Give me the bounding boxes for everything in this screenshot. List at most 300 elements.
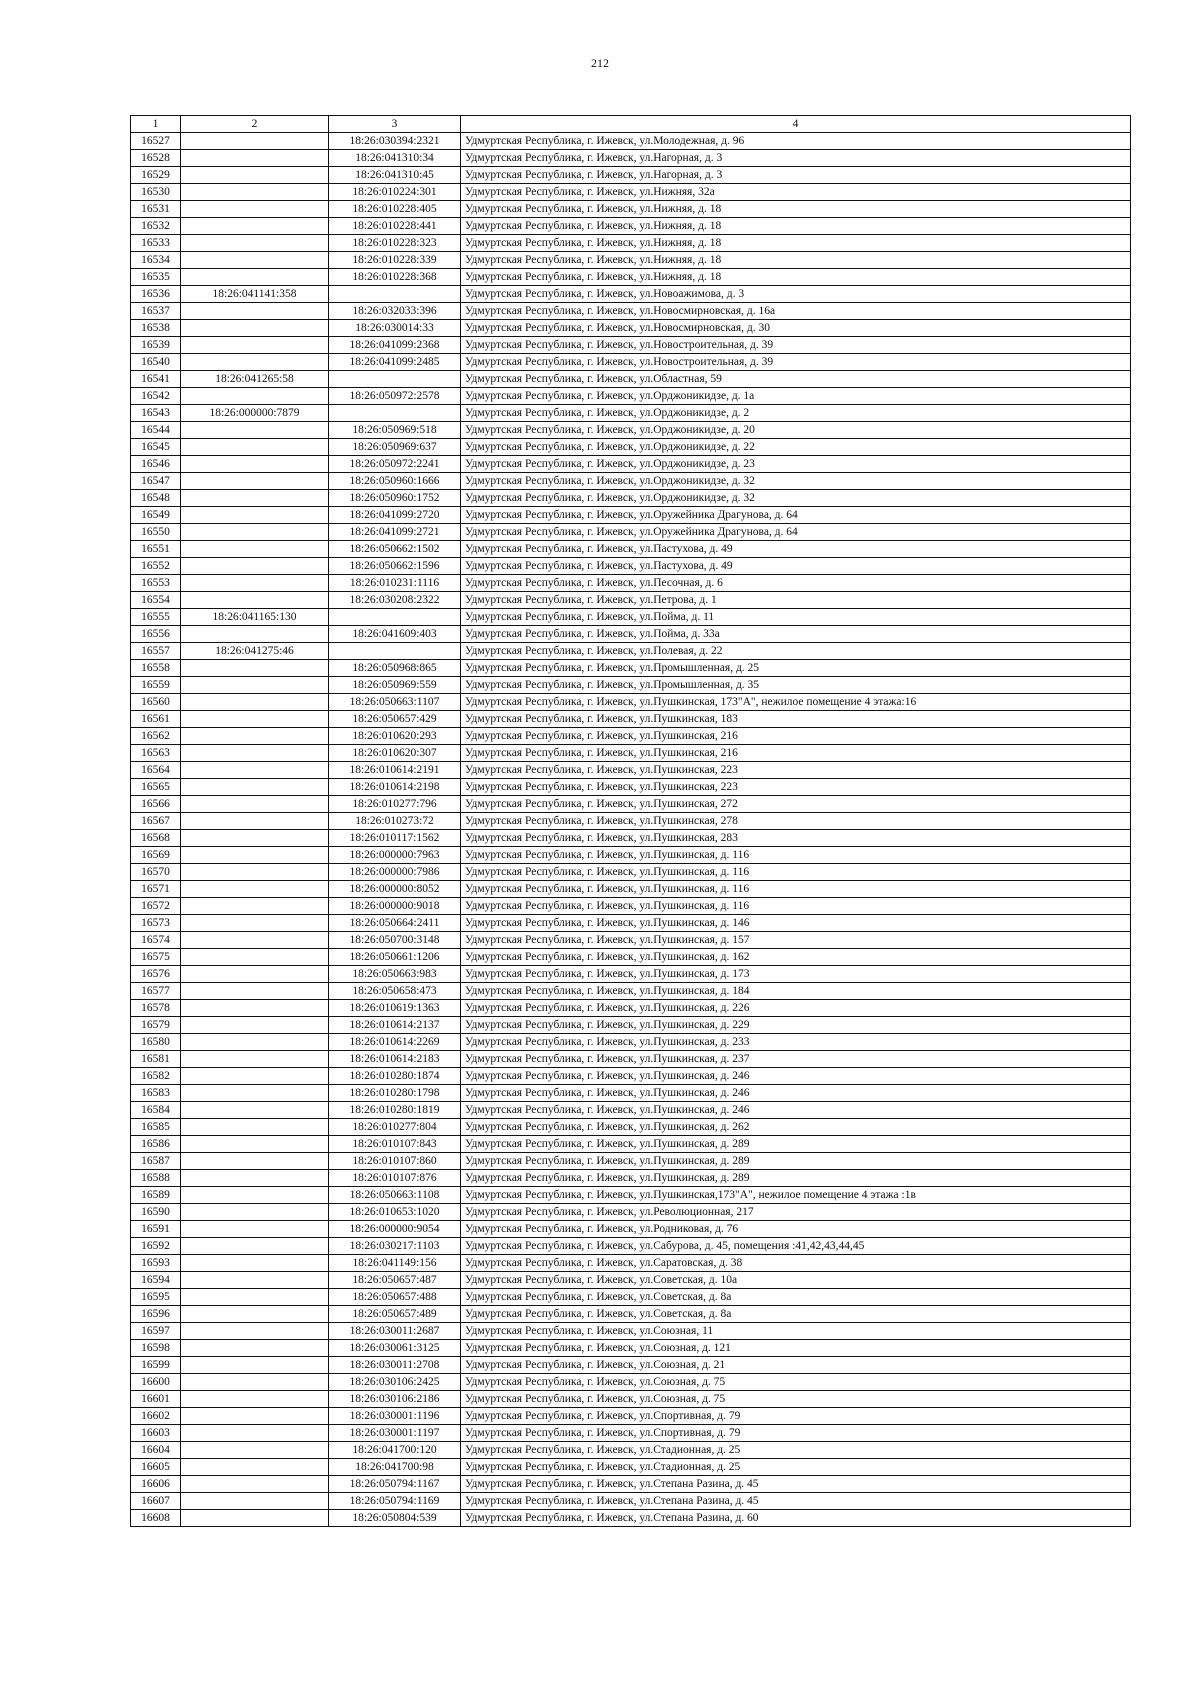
object-cadastral-number-cell: 18:26:050794:1169 — [329, 1493, 461, 1510]
row-number-cell: 16529 — [131, 167, 181, 184]
land-cadastral-number-cell — [181, 150, 329, 167]
land-cadastral-number-cell — [181, 184, 329, 201]
object-cadastral-number-cell: 18:26:010619:1363 — [329, 1000, 461, 1017]
table-row — [131, 1340, 1131, 1357]
row-number-cell: 16540 — [131, 354, 181, 371]
land-cadastral-number-cell — [181, 524, 329, 541]
land-cadastral-number-cell: 18:26:041275:46 — [181, 643, 329, 660]
object-cadastral-number-cell: 18:26:010620:307 — [329, 745, 461, 762]
land-cadastral-number-cell — [181, 507, 329, 524]
object-cadastral-number-cell: 18:26:050969:637 — [329, 439, 461, 456]
table-row — [131, 1493, 1131, 1510]
table-row — [131, 354, 1131, 371]
object-cadastral-number-cell: 18:26:030106:2425 — [329, 1374, 461, 1391]
registry-body — [131, 133, 1131, 1527]
column-header-1: 1 — [131, 116, 181, 133]
table-row — [131, 1510, 1131, 1527]
row-number-cell: 16562 — [131, 728, 181, 745]
address-cell: Удмуртская Республика, г. Ижевск, ул.Пушкинская, 216 — [461, 728, 1131, 745]
object-cadastral-number-cell: 18:26:030001:1197 — [329, 1425, 461, 1442]
object-cadastral-number-cell: 18:26:000000:8052 — [329, 881, 461, 898]
table-row — [131, 558, 1131, 575]
address-cell: Удмуртская Республика, г. Ижевск, ул.Пушкинская, д. 246 — [461, 1085, 1131, 1102]
row-number-cell: 16547 — [131, 473, 181, 490]
land-cadastral-number-cell — [181, 1204, 329, 1221]
object-cadastral-number-cell: 18:26:010614:2137 — [329, 1017, 461, 1034]
land-cadastral-number-cell — [181, 337, 329, 354]
row-number-cell: 16542 — [131, 388, 181, 405]
registry-table — [130, 115, 1131, 1527]
table-row — [131, 541, 1131, 558]
column-header-4: 4 — [461, 116, 1131, 133]
row-number-cell: 16578 — [131, 1000, 181, 1017]
address-cell: Удмуртская Республика, г. Ижевск, ул.Орджоникидзе, д. 1а — [461, 388, 1131, 405]
table-row — [131, 830, 1131, 847]
table-row — [131, 1408, 1131, 1425]
land-cadastral-number-cell — [181, 1068, 329, 1085]
row-number-cell: 16528 — [131, 150, 181, 167]
table-row — [131, 1306, 1131, 1323]
table-row — [131, 1068, 1131, 1085]
column-header-2: 2 — [181, 116, 329, 133]
land-cadastral-number-cell — [181, 1323, 329, 1340]
land-cadastral-number-cell — [181, 592, 329, 609]
row-number-cell: 16530 — [131, 184, 181, 201]
table-row — [131, 762, 1131, 779]
row-number-cell: 16571 — [131, 881, 181, 898]
object-cadastral-number-cell: 18:26:050661:1206 — [329, 949, 461, 966]
table-row — [131, 1323, 1131, 1340]
address-cell: Удмуртская Республика, г. Ижевск, ул.Новосмирновская, д. 30 — [461, 320, 1131, 337]
address-cell: Удмуртская Республика, г. Ижевск, ул.Союзная, д. 121 — [461, 1340, 1131, 1357]
address-cell: Удмуртская Республика, г. Ижевск, ул.Пушкинская, д. 116 — [461, 881, 1131, 898]
row-number-cell: 16596 — [131, 1306, 181, 1323]
object-cadastral-number-cell: 18:26:050968:865 — [329, 660, 461, 677]
table-row — [131, 898, 1131, 915]
land-cadastral-number-cell — [181, 796, 329, 813]
object-cadastral-number-cell: 18:26:032033:396 — [329, 303, 461, 320]
address-cell: Удмуртская Республика, г. Ижевск, ул.Сабурова, д. 45, помещения :41,42,43,44,45 — [461, 1238, 1131, 1255]
land-cadastral-number-cell — [181, 983, 329, 1000]
row-number-cell: 16582 — [131, 1068, 181, 1085]
table-row — [131, 1017, 1131, 1034]
row-number-cell: 16573 — [131, 915, 181, 932]
address-cell: Удмуртская Республика, г. Ижевск, ул.Орджоникидзе, д. 22 — [461, 439, 1131, 456]
row-number-cell: 16560 — [131, 694, 181, 711]
object-cadastral-number-cell: 18:26:010117:1562 — [329, 830, 461, 847]
table-row — [131, 966, 1131, 983]
land-cadastral-number-cell — [181, 473, 329, 490]
row-number-cell: 16572 — [131, 898, 181, 915]
table-row — [131, 728, 1131, 745]
land-cadastral-number-cell — [181, 320, 329, 337]
row-number-cell: 16552 — [131, 558, 181, 575]
table-row — [131, 1272, 1131, 1289]
object-cadastral-number-cell: 18:26:010107:843 — [329, 1136, 461, 1153]
address-cell: Удмуртская Республика, г. Ижевск, ул.Советская, д. 10а — [461, 1272, 1131, 1289]
object-cadastral-number-cell: 18:26:050969:559 — [329, 677, 461, 694]
address-cell: Удмуртская Республика, г. Ижевск, ул.Петрова, д. 1 — [461, 592, 1131, 609]
land-cadastral-number-cell — [181, 269, 329, 286]
address-cell: Удмуртская Республика, г. Ижевск, ул.Пушкинская, д. 116 — [461, 864, 1131, 881]
object-cadastral-number-cell: 18:26:030208:2322 — [329, 592, 461, 609]
row-number-cell: 16586 — [131, 1136, 181, 1153]
address-cell: Удмуртская Республика, г. Ижевск, ул.Советская, д. 8а — [461, 1289, 1131, 1306]
table-row — [131, 439, 1131, 456]
address-cell: Удмуртская Республика, г. Ижевск, ул.Нижняя, д. 18 — [461, 235, 1131, 252]
table-row — [131, 813, 1131, 830]
address-cell: Удмуртская Республика, г. Ижевск, ул.Пушкинская, д. 289 — [461, 1136, 1131, 1153]
object-cadastral-number-cell: 18:26:041700:120 — [329, 1442, 461, 1459]
table-row — [131, 184, 1131, 201]
object-cadastral-number-cell: 18:26:010280:1798 — [329, 1085, 461, 1102]
row-number-cell: 16581 — [131, 1051, 181, 1068]
object-cadastral-number-cell: 18:26:050663:1107 — [329, 694, 461, 711]
address-cell: Удмуртская Республика, г. Ижевск, ул.Полевая, д. 22 — [461, 643, 1131, 660]
land-cadastral-number-cell — [181, 1357, 329, 1374]
row-number-cell: 16527 — [131, 133, 181, 150]
land-cadastral-number-cell — [181, 1170, 329, 1187]
row-number-cell: 16594 — [131, 1272, 181, 1289]
object-cadastral-number-cell: 18:26:010280:1819 — [329, 1102, 461, 1119]
address-cell: Удмуртская Республика, г. Ижевск, ул.Пушкинская, д. 157 — [461, 932, 1131, 949]
land-cadastral-number-cell — [181, 1187, 329, 1204]
row-number-cell: 16566 — [131, 796, 181, 813]
row-number-cell: 16590 — [131, 1204, 181, 1221]
table-row — [131, 949, 1131, 966]
address-cell: Удмуртская Республика, г. Ижевск, ул.Нижняя, д. 18 — [461, 201, 1131, 218]
address-cell: Удмуртская Республика, г. Ижевск, ул.Нижняя, 32а — [461, 184, 1131, 201]
object-cadastral-number-cell: 18:26:041700:98 — [329, 1459, 461, 1476]
table-row — [131, 1238, 1131, 1255]
table-row — [131, 235, 1131, 252]
row-number-cell: 16568 — [131, 830, 181, 847]
address-cell: Удмуртская Республика, г. Ижевск, ул.Пушкинская, 173"А", нежилое помещение 4 этажа:16 — [461, 694, 1131, 711]
land-cadastral-number-cell — [181, 1289, 329, 1306]
land-cadastral-number-cell — [181, 1238, 329, 1255]
table-row — [131, 1102, 1131, 1119]
land-cadastral-number-cell — [181, 626, 329, 643]
land-cadastral-number-cell — [181, 235, 329, 252]
object-cadastral-number-cell — [329, 371, 461, 388]
row-number-cell: 16606 — [131, 1476, 181, 1493]
table-row — [131, 1425, 1131, 1442]
row-number-cell: 16556 — [131, 626, 181, 643]
land-cadastral-number-cell — [181, 201, 329, 218]
row-number-cell: 16607 — [131, 1493, 181, 1510]
object-cadastral-number-cell: 18:26:041149:156 — [329, 1255, 461, 1272]
row-number-cell: 16537 — [131, 303, 181, 320]
land-cadastral-number-cell — [181, 1085, 329, 1102]
object-cadastral-number-cell: 18:26:030011:2708 — [329, 1357, 461, 1374]
object-cadastral-number-cell: 18:26:050972:2578 — [329, 388, 461, 405]
row-number-cell: 16569 — [131, 847, 181, 864]
address-cell: Удмуртская Республика, г. Ижевск, ул.Степана Разина, д. 45 — [461, 1493, 1131, 1510]
table-row — [131, 660, 1131, 677]
row-number-cell: 16576 — [131, 966, 181, 983]
land-cadastral-number-cell — [181, 1459, 329, 1476]
object-cadastral-number-cell: 18:26:030106:2186 — [329, 1391, 461, 1408]
row-number-cell: 16551 — [131, 541, 181, 558]
object-cadastral-number-cell: 18:26:030001:1196 — [329, 1408, 461, 1425]
table-row — [131, 932, 1131, 949]
land-cadastral-number-cell — [181, 1510, 329, 1527]
land-cadastral-number-cell — [181, 1408, 329, 1425]
table-row — [131, 779, 1131, 796]
object-cadastral-number-cell: 18:26:010614:2183 — [329, 1051, 461, 1068]
row-number-cell: 16534 — [131, 252, 181, 269]
table-row — [131, 473, 1131, 490]
table-row — [131, 1153, 1131, 1170]
land-cadastral-number-cell — [181, 1017, 329, 1034]
row-number-cell: 16601 — [131, 1391, 181, 1408]
table-row — [131, 337, 1131, 354]
land-cadastral-number-cell — [181, 439, 329, 456]
object-cadastral-number-cell: 18:26:010228:441 — [329, 218, 461, 235]
land-cadastral-number-cell — [181, 1051, 329, 1068]
row-number-cell: 16545 — [131, 439, 181, 456]
address-cell: Удмуртская Республика, г. Ижевск, ул.Промышленная, д. 35 — [461, 677, 1131, 694]
address-cell: Удмуртская Республика, г. Ижевск, ул.Пушкинская,173"А", нежилое помещение 4 этажа :1в — [461, 1187, 1131, 1204]
address-cell: Удмуртская Республика, г. Ижевск, ул.Пушкинская, д. 184 — [461, 983, 1131, 1000]
address-cell: Удмуртская Республика, г. Ижевск, ул.Пушкинская, д. 246 — [461, 1102, 1131, 1119]
address-cell: Удмуртская Республика, г. Ижевск, ул.Пушкинская, 272 — [461, 796, 1131, 813]
row-number-cell: 16592 — [131, 1238, 181, 1255]
row-number-cell: 16577 — [131, 983, 181, 1000]
object-cadastral-number-cell: 18:26:050804:539 — [329, 1510, 461, 1527]
land-cadastral-number-cell — [181, 915, 329, 932]
table-row — [131, 592, 1131, 609]
address-cell: Удмуртская Республика, г. Ижевск, ул.Новостроительная, д. 39 — [461, 354, 1131, 371]
land-cadastral-number-cell — [181, 575, 329, 592]
table-row — [131, 303, 1131, 320]
table-row — [131, 575, 1131, 592]
land-cadastral-number-cell — [181, 133, 329, 150]
object-cadastral-number-cell: 18:26:050658:473 — [329, 983, 461, 1000]
address-cell: Удмуртская Республика, г. Ижевск, ул.Степана Разина, д. 45 — [461, 1476, 1131, 1493]
row-number-cell: 16536 — [131, 286, 181, 303]
table-row — [131, 1221, 1131, 1238]
row-number-cell: 16603 — [131, 1425, 181, 1442]
object-cadastral-number-cell: 18:26:050657:487 — [329, 1272, 461, 1289]
object-cadastral-number-cell: 18:26:050657:488 — [329, 1289, 461, 1306]
row-number-cell: 16559 — [131, 677, 181, 694]
row-number-cell: 16546 — [131, 456, 181, 473]
table-row — [131, 1170, 1131, 1187]
land-cadastral-number-cell — [181, 694, 329, 711]
object-cadastral-number-cell: 18:26:000000:7963 — [329, 847, 461, 864]
table-row — [131, 864, 1131, 881]
address-cell: Удмуртская Республика, г. Ижевск, ул.Спортивная, д. 79 — [461, 1425, 1131, 1442]
table-row — [131, 286, 1131, 303]
object-cadastral-number-cell: 18:26:010280:1874 — [329, 1068, 461, 1085]
address-cell: Удмуртская Республика, г. Ижевск, ул.Нижняя, д. 18 — [461, 252, 1131, 269]
land-cadastral-number-cell — [181, 1374, 329, 1391]
object-cadastral-number-cell: 18:26:041310:45 — [329, 167, 461, 184]
address-cell: Удмуртская Республика, г. Ижевск, ул.Пушкинская, 223 — [461, 762, 1131, 779]
object-cadastral-number-cell: 18:26:000000:9018 — [329, 898, 461, 915]
row-number-cell: 16595 — [131, 1289, 181, 1306]
address-cell: Удмуртская Республика, г. Ижевск, ул.Нагорная, д. 3 — [461, 167, 1131, 184]
land-cadastral-number-cell — [181, 1425, 329, 1442]
land-cadastral-number-cell — [181, 456, 329, 473]
row-number-cell: 16598 — [131, 1340, 181, 1357]
object-cadastral-number-cell: 18:26:010228:323 — [329, 235, 461, 252]
table-row — [131, 1357, 1131, 1374]
table-row — [131, 507, 1131, 524]
land-cadastral-number-cell — [181, 1272, 329, 1289]
land-cadastral-number-cell: 18:26:041141:358 — [181, 286, 329, 303]
row-number-cell: 16544 — [131, 422, 181, 439]
address-cell: Удмуртская Республика, г. Ижевск, ул.Пастухова, д. 49 — [461, 558, 1131, 575]
table-row — [131, 201, 1131, 218]
land-cadastral-number-cell — [181, 1221, 329, 1238]
land-cadastral-number-cell — [181, 1306, 329, 1323]
table-row — [131, 133, 1131, 150]
address-cell: Удмуртская Республика, г. Ижевск, ул.Пушкинская, д. 262 — [461, 1119, 1131, 1136]
address-cell: Удмуртская Республика, г. Ижевск, ул.Нагорная, д. 3 — [461, 150, 1131, 167]
row-number-cell: 16549 — [131, 507, 181, 524]
object-cadastral-number-cell: 18:26:050662:1596 — [329, 558, 461, 575]
row-number-cell: 16584 — [131, 1102, 181, 1119]
table-row — [131, 1255, 1131, 1272]
header-row — [131, 116, 1131, 133]
address-cell: Удмуртская Республика, г. Ижевск, ул.Пушкинская, 183 — [461, 711, 1131, 728]
table-row — [131, 1187, 1131, 1204]
address-cell: Удмуртская Республика, г. Ижевск, ул.Революционная, 217 — [461, 1204, 1131, 1221]
row-number-cell: 16599 — [131, 1357, 181, 1374]
object-cadastral-number-cell: 18:26:050969:518 — [329, 422, 461, 439]
object-cadastral-number-cell: 18:26:010231:1116 — [329, 575, 461, 592]
address-cell: Удмуртская Республика, г. Ижевск, ул.Степана Разина, д. 60 — [461, 1510, 1131, 1527]
row-number-cell: 16579 — [131, 1017, 181, 1034]
table-row — [131, 796, 1131, 813]
address-cell: Удмуртская Республика, г. Ижевск, ул.Пушкинская, д. 289 — [461, 1153, 1131, 1170]
object-cadastral-number-cell — [329, 286, 461, 303]
object-cadastral-number-cell: 18:26:050663:1108 — [329, 1187, 461, 1204]
land-cadastral-number-cell — [181, 1136, 329, 1153]
address-cell: Удмуртская Республика, г. Ижевск, ул.Пушкинская, д. 229 — [461, 1017, 1131, 1034]
row-number-cell: 16570 — [131, 864, 181, 881]
address-cell: Удмуртская Республика, г. Ижевск, ул.Оружейника Драгунова, д. 64 — [461, 507, 1131, 524]
land-cadastral-number-cell: 18:26:041165:130 — [181, 609, 329, 626]
row-number-cell: 16602 — [131, 1408, 181, 1425]
table-row — [131, 915, 1131, 932]
row-number-cell: 16532 — [131, 218, 181, 235]
object-cadastral-number-cell: 18:26:041099:2485 — [329, 354, 461, 371]
table-row — [131, 422, 1131, 439]
address-cell: Удмуртская Республика, г. Ижевск, ул.Нижняя, д. 18 — [461, 269, 1131, 286]
object-cadastral-number-cell: 18:26:030011:2687 — [329, 1323, 461, 1340]
land-cadastral-number-cell — [181, 252, 329, 269]
row-number-cell: 16597 — [131, 1323, 181, 1340]
row-number-cell: 16580 — [131, 1034, 181, 1051]
object-cadastral-number-cell: 18:26:010614:2198 — [329, 779, 461, 796]
table-row — [131, 1051, 1131, 1068]
address-cell: Удмуртская Республика, г. Ижевск, ул.Орджоникидзе, д. 23 — [461, 456, 1131, 473]
table-row — [131, 371, 1131, 388]
table-row — [131, 745, 1131, 762]
address-cell: Удмуртская Республика, г. Ижевск, ул.Пойма, д. 33а — [461, 626, 1131, 643]
row-number-cell: 16588 — [131, 1170, 181, 1187]
address-cell: Удмуртская Республика, г. Ижевск, ул.Орджоникидзе, д. 32 — [461, 490, 1131, 507]
column-header-3: 3 — [329, 116, 461, 133]
land-cadastral-number-cell — [181, 762, 329, 779]
object-cadastral-number-cell: 18:26:010107:860 — [329, 1153, 461, 1170]
object-cadastral-number-cell: 18:26:041310:34 — [329, 150, 461, 167]
land-cadastral-number-cell — [181, 898, 329, 915]
row-number-cell: 16533 — [131, 235, 181, 252]
object-cadastral-number-cell: 18:26:010228:405 — [329, 201, 461, 218]
object-cadastral-number-cell: 18:26:050960:1666 — [329, 473, 461, 490]
row-number-cell: 16574 — [131, 932, 181, 949]
object-cadastral-number-cell — [329, 643, 461, 660]
address-cell: Удмуртская Республика, г. Ижевск, ул.Новостроительная, д. 39 — [461, 337, 1131, 354]
land-cadastral-number-cell — [181, 1391, 329, 1408]
table-row — [131, 320, 1131, 337]
row-number-cell: 16558 — [131, 660, 181, 677]
table-row — [131, 1459, 1131, 1476]
land-cadastral-number-cell — [181, 1255, 329, 1272]
table-row — [131, 405, 1131, 422]
land-cadastral-number-cell — [181, 932, 329, 949]
object-cadastral-number-cell: 18:26:050662:1502 — [329, 541, 461, 558]
table-row — [131, 609, 1131, 626]
object-cadastral-number-cell — [329, 609, 461, 626]
row-number-cell: 16565 — [131, 779, 181, 796]
address-cell: Удмуртская Республика, г. Ижевск, ул.Пушкинская, 223 — [461, 779, 1131, 796]
address-cell: Удмуртская Республика, г. Ижевск, ул.Нижняя, д. 18 — [461, 218, 1131, 235]
land-cadastral-number-cell — [181, 167, 329, 184]
table-row — [131, 1085, 1131, 1102]
address-cell: Удмуртская Республика, г. Ижевск, ул.Стадионная, д. 25 — [461, 1442, 1131, 1459]
land-cadastral-number-cell — [181, 745, 329, 762]
table-row — [131, 626, 1131, 643]
row-number-cell: 16548 — [131, 490, 181, 507]
land-cadastral-number-cell — [181, 1442, 329, 1459]
address-cell: Удмуртская Республика, г. Ижевск, ул.Союзная, д. 75 — [461, 1391, 1131, 1408]
table-row — [131, 1476, 1131, 1493]
land-cadastral-number-cell — [181, 728, 329, 745]
address-cell: Удмуртская Республика, г. Ижевск, ул.Пушкинская, д. 116 — [461, 898, 1131, 915]
land-cadastral-number-cell — [181, 864, 329, 881]
row-number-cell: 16605 — [131, 1459, 181, 1476]
land-cadastral-number-cell — [181, 1034, 329, 1051]
row-number-cell: 16550 — [131, 524, 181, 541]
address-cell: Удмуртская Республика, г. Ижевск, ул.Пушкинская, 216 — [461, 745, 1131, 762]
land-cadastral-number-cell — [181, 1119, 329, 1136]
table-row — [131, 1391, 1131, 1408]
object-cadastral-number-cell: 18:26:010614:2191 — [329, 762, 461, 779]
address-cell: Удмуртская Республика, г. Ижевск, ул.Спортивная, д. 79 — [461, 1408, 1131, 1425]
table-row — [131, 983, 1131, 1000]
object-cadastral-number-cell: 18:26:010273:72 — [329, 813, 461, 830]
row-number-cell: 16561 — [131, 711, 181, 728]
address-cell: Удмуртская Республика, г. Ижевск, ул.Союзная, 11 — [461, 1323, 1131, 1340]
address-cell: Удмуртская Республика, г. Ижевск, ул.Новосмирновская, д. 16а — [461, 303, 1131, 320]
row-number-cell: 16608 — [131, 1510, 181, 1527]
address-cell: Удмуртская Республика, г. Ижевск, ул.Саратовская, д. 38 — [461, 1255, 1131, 1272]
object-cadastral-number-cell: 18:26:010653:1020 — [329, 1204, 461, 1221]
land-cadastral-number-cell — [181, 541, 329, 558]
row-number-cell: 16585 — [131, 1119, 181, 1136]
table-row — [131, 1442, 1131, 1459]
object-cadastral-number-cell: 18:26:050972:2241 — [329, 456, 461, 473]
land-cadastral-number-cell — [181, 388, 329, 405]
land-cadastral-number-cell — [181, 354, 329, 371]
address-cell: Удмуртская Республика, г. Ижевск, ул.Пушкинская, 283 — [461, 830, 1131, 847]
row-number-cell: 16600 — [131, 1374, 181, 1391]
